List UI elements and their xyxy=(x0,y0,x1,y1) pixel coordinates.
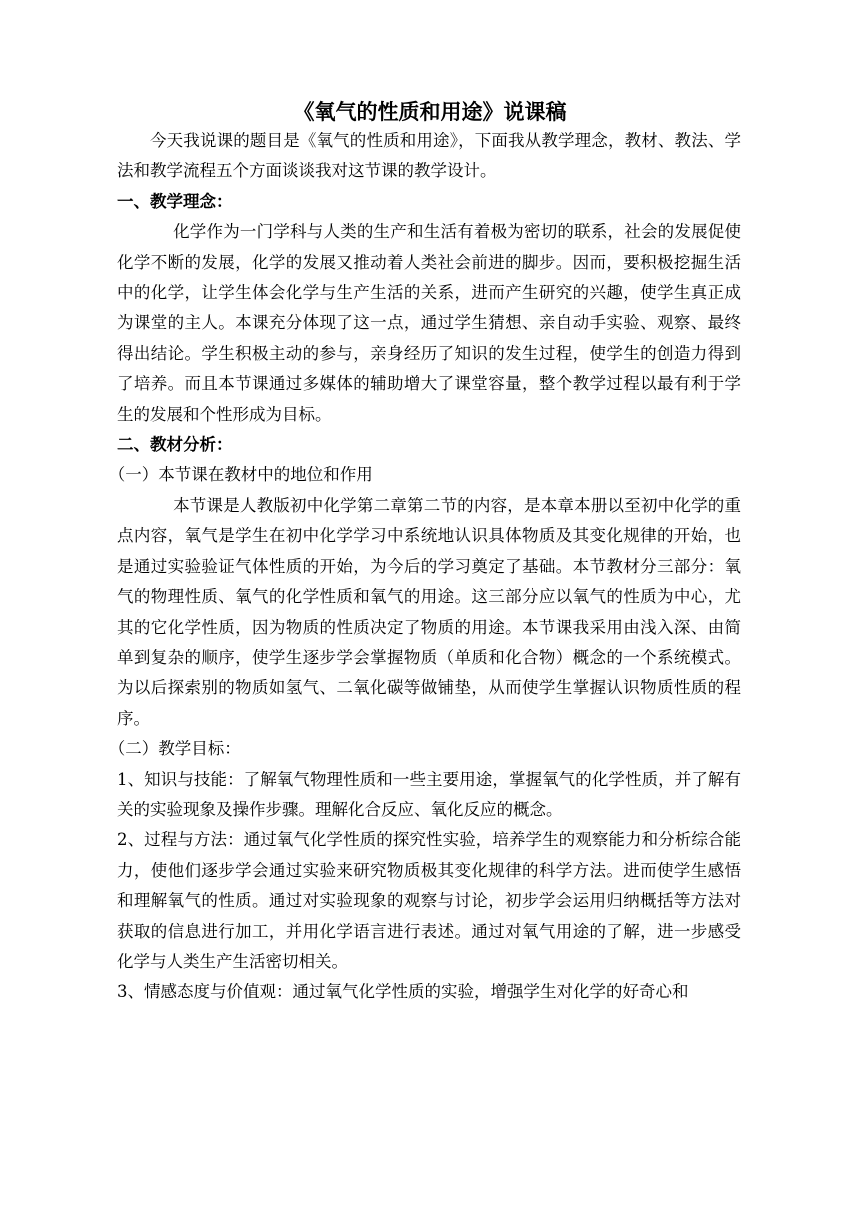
section-1-heading: 一、教学理念： xyxy=(117,191,233,211)
goal-process-methods: 2、过程与方法：通过氧气化学性质的探究性实验，培养学生的观察能力和分析综合能力，使他们逐步学会通过实验来研究物质极其变化规律的科学方法。进而使学生感悟和理解氧气的性质。通过对实验现象的观察与讨论，初步学会运用归纳概括等方法对获取的信息进行加工，并用化学语言进行表述。通过对氧气用途的了解，进一步感受化学与人类生产生活密切相关。 xyxy=(117,830,741,971)
intro-paragraph: 今天我说课的题目是《氧气的性质和用途》，下面我从教学理念，教材、教法、学法和教学流程五个方面谈谈我对这节课的教学设计。 xyxy=(117,131,741,181)
section-1-paragraph: 化学作为一门学科与人类的生产和生活有着极为密切的联系，社会的发展促使化学不断的发展，化学的发展又推动着人类社会前进的脚步。因而，要积极挖掘生活中的化学，让学生体会化学与生产生活的关系，进而产生研究的兴趣，使学生真正成为课堂的主人。本课充分体现了这一点，通过学生猜想、亲自动手实验、观察、最终得出结论。学生积极主动的参与，亲身经历了知识的发生过程，使学生的创造力得到了培养。而且本节课通过多媒体的辅助增大了课堂容量，整个教学过程以最有利于学生的发展和个性形成为目标。 xyxy=(117,222,741,424)
goal-attitude-values: 3、情感态度与价值观：通过氧气化学性质的实验，增强学生对化学的好奇心和 xyxy=(117,982,689,1002)
document-title: 《氧气的性质和用途》说课稿 xyxy=(293,99,567,124)
document-body xyxy=(108,126,741,1008)
subsection-1-heading: （一）本节课在教材中的地位和作用 xyxy=(108,465,373,485)
subsection-1-paragraph: 本节课是人教版初中化学第二章第二节的内容，是本章本册以至初中化学的重点内容，氧气是学生在初中化学学习中系统地认识具体物质及其变化规律的开始，也是通过实验验证气体性质的开始，为今后的学习奠定了基础。本节教材分三部分：氧气的物理性质、氧气的化学性质和氧气的用途。这三部分应以氧气的性质为中心，尤其的它化学性质，因为物质的性质决定了物质的用途。本节课我采用由浅入深、由简单到复杂的顺序，使学生逐步学会掌握物质（单质和化合物）概念的一个系统模式。为以后探索别的物质如氢气、二氧化碳等做铺垫，从而使学生掌握认识物质性质的程序。 xyxy=(117,495,741,728)
section-2-heading: 二、教材分析： xyxy=(117,435,233,455)
subsection-2-heading: （二）教学目标： xyxy=(108,739,241,759)
goal-knowledge-skills: 1、知识与技能：了解氧气物理性质和一些主要用途，掌握氧气的化学性质，并了解有关的实验现象及操作步骤。理解化合反应、氧化反应的概念。 xyxy=(117,769,741,819)
